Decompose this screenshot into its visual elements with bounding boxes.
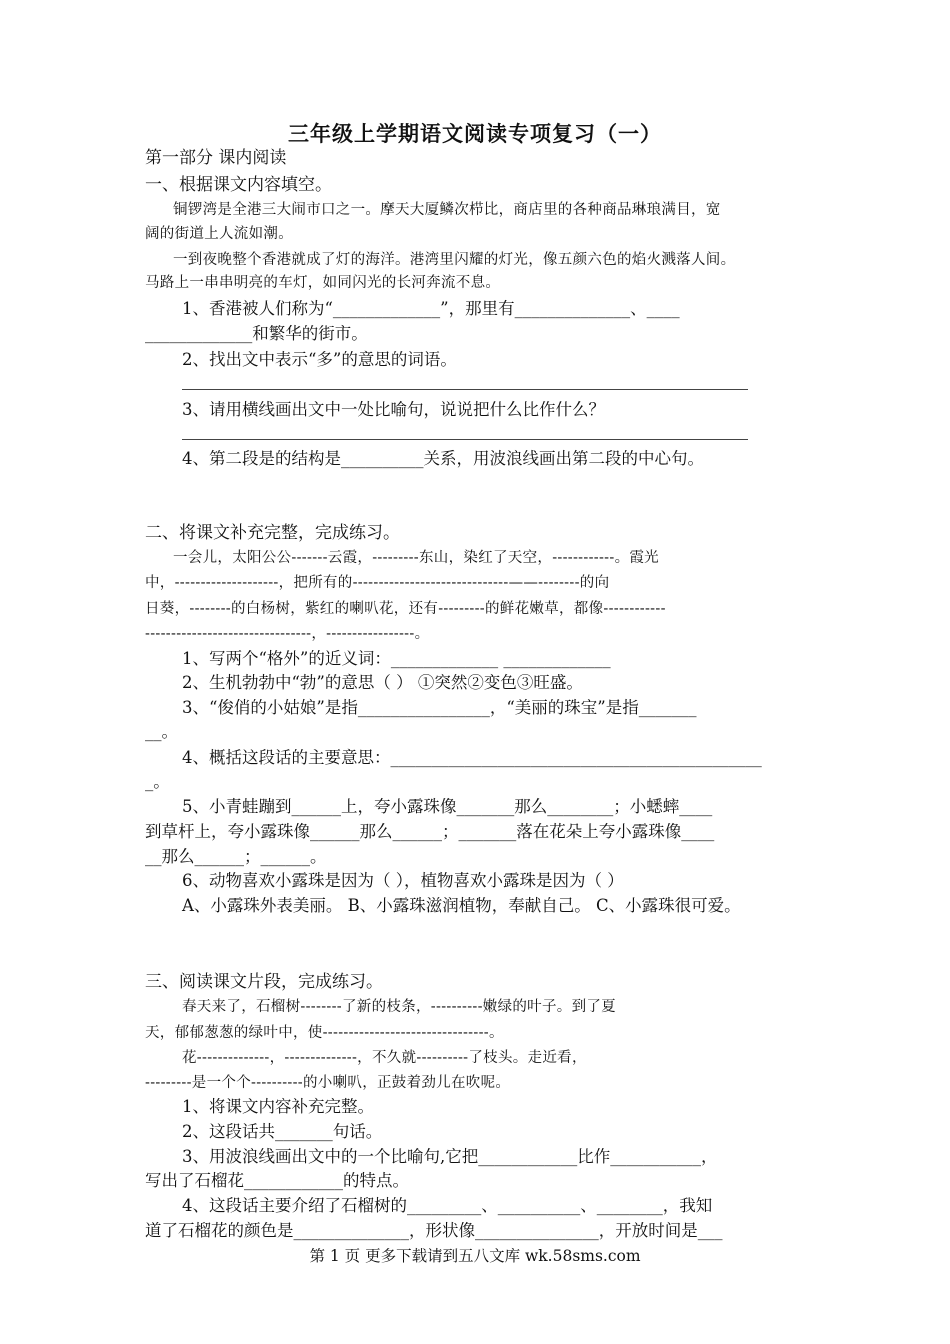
s2-passage-line: 一会儿，太阳公公-------云霞，---------东山，染红了天空，------------。霞光	[173, 550, 659, 566]
s3-question-3-cont: 写出了石榴花____________的特点。	[145, 1171, 409, 1190]
s3-passage-line: 花--------------，--------------，不久就----------了枝头。走近看，	[182, 1050, 587, 1066]
s1-question-4: 4、第二段是的结构是__________关系，用波浪线画出第二段的中心句。	[182, 449, 704, 468]
s2-question-5: 5、小青蛙蹦到______上，夸小露珠像_______那么________；小蟋蟀____	[182, 797, 713, 816]
answer-line	[182, 389, 748, 390]
s1-question-1-cont: _____________和繁华的街市。	[145, 324, 368, 343]
s1-passage-line: 马路上一串串明亮的车灯，如同闪光的长河奔流不息。	[145, 275, 501, 291]
s1-question-2: 2、找出文中表示“多”的意思的词语。	[182, 350, 457, 369]
part-heading: 第一部分 课内阅读	[145, 148, 287, 168]
page-footer: 第 1 页 更多下载请到五八文库 wk.58sms.com	[309, 1247, 641, 1265]
s1-question-1: 1、香港被人们称为“_____________”，那里有______________、____	[182, 299, 680, 318]
s2-question-6-options: A、小露珠外表美丽。 B、小露珠滋润植物，奉献自己。 C、小露珠很可爱。	[182, 896, 741, 915]
s1-passage-line: 阔的街道上人流如潮。	[145, 226, 293, 242]
s1-passage-line: 铜锣湾是全港三大闹市口之一。摩天大厦鳞次栉比，商店里的各种商品琳琅满目，宽	[173, 202, 721, 218]
s1-question-3: 3、请用横线画出文中一处比喻句，说说把什么比作什么？	[182, 400, 605, 419]
s2-passage-line: --------------------------------，-----------------。	[145, 626, 430, 642]
s3-question-4: 4、这段话主要介绍了石榴树的_________、__________、________，我知	[182, 1196, 713, 1215]
s2-question-1: 1、写两个“格外”的近义词：_____________ _____________	[182, 649, 611, 668]
section1-heading: 一、根据课文内容填空。	[145, 175, 332, 195]
s2-passage-line: 中，--------------------，把所有的------------------------------——--------的向	[145, 575, 610, 591]
s2-question-4-cont: _。	[145, 772, 170, 791]
s3-question-1: 1、将课文内容补充完整。	[182, 1097, 374, 1116]
answer-line	[182, 439, 748, 440]
s3-question-2: 2、这段话共_______句话。	[182, 1122, 383, 1141]
s3-passage-line: 春天来了，石榴树--------了新的枝条，----------嫩绿的叶子。到了夏	[182, 999, 616, 1015]
s2-question-5-cont: __那么______；______。	[145, 847, 327, 866]
section3-heading: 三、阅读课文片段，完成练习。	[145, 972, 383, 992]
s2-passage-line: 日葵，--------的白杨树，紫红的喇叭花，还有---------的鲜花嫩草，都像------------	[145, 601, 666, 617]
s3-passage-line: ---------是一个个----------的小喇叭，正鼓着劲儿在吹呢。	[145, 1075, 511, 1091]
s1-passage-line: 一到夜晚整个香港就成了灯的海洋。港湾里闪耀的灯光，像五颜六色的焰火溅落人间。	[173, 252, 736, 268]
s2-question-4: 4、概括这段话的主要意思：_____________________________________________	[182, 748, 762, 767]
s3-question-3: 3、用波浪线画出文中的一个比喻句,它把____________比作___________，	[182, 1147, 718, 1166]
s2-question-6: 6、动物喜欢小露珠是因为（ ），植物喜欢小露珠是因为（ ）	[182, 871, 624, 890]
s2-question-3-cont: __。	[145, 722, 178, 741]
s2-question-3: 3、“俊俏的小姑娘”是指________________，“美丽的珠宝”是指_______	[182, 698, 697, 717]
page-title: 三年级上学期语文阅读专项复习（一）	[288, 121, 662, 146]
s3-question-4-cont: 道了石榴花的颜色是______________，形状像_______________，开放时间是___	[145, 1221, 723, 1240]
section2-heading: 二、将课文补充完整，完成练习。	[145, 523, 400, 543]
s2-question-5-cont: 到草杆上，夸小露珠像______那么______；_______落在花朵上夸小露珠像____	[145, 822, 715, 841]
s3-passage-line: 天，郁郁葱葱的绿叶中，使--------------------------------。	[145, 1025, 504, 1041]
s2-question-2: 2、生机勃勃中“勃”的意思（ ） ①突然②变色③旺盛。	[182, 673, 583, 692]
